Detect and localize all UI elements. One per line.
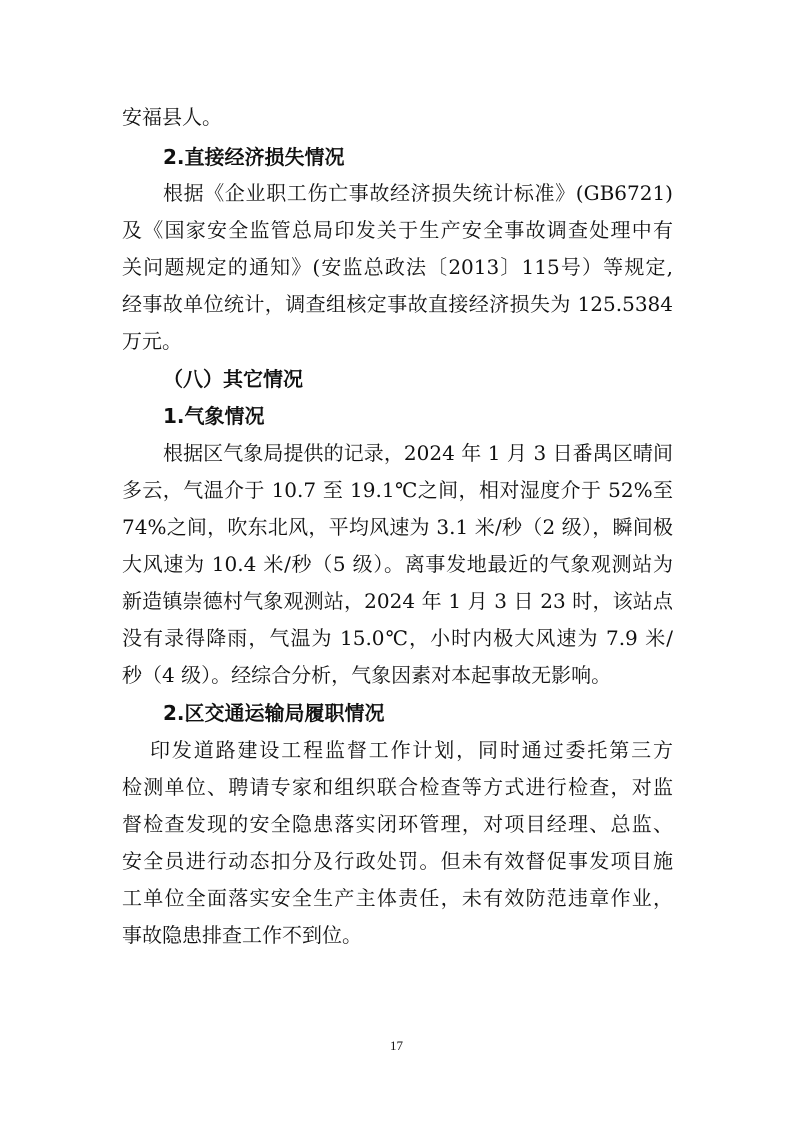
paragraph-line: 安福县人。	[122, 105, 222, 129]
paragraph-line: 没有录得降雨，气温为 15.0℃，小时内极大风速为 7.9 米/	[122, 626, 673, 650]
paragraph-line: 工单位全面落实安全生产主体责任，未有效防范违章作业，	[122, 886, 673, 910]
paragraph-line: 安全员进行动态扣分及行政处罚。但未有效督促事发项目施	[122, 849, 673, 873]
paragraph-line: 秒（4 级）。经综合分析，气象因素对本起事故无影响。	[122, 663, 612, 687]
paragraph-line: 检测单位、聘请专家和组织联合检查等方式进行检查，对监	[122, 775, 673, 799]
paragraph-line: 大风速为 10.4 米/秒（5 级）。离事发地最近的气象观测站为	[122, 552, 673, 576]
section-heading-other: （八）其它情况	[163, 367, 303, 391]
paragraph-line: 督检查发现的安全隐患落实闭环管理，对项目经理、总监、	[122, 812, 673, 836]
paragraph-line: 万元。	[122, 329, 182, 353]
section-heading-weather: 1.气象情况	[163, 404, 265, 428]
paragraph-line: 74%之间，吹东北风，平均风速为 3.1 米/秒（2 级），瞬间极	[122, 515, 673, 539]
paragraph-line: 关问题规定的通知》(安监总政法〔2013〕115号）等规定,	[122, 255, 673, 279]
paragraph-line: 经事故单位统计，调查组核定事故直接经济损失为 125.5384	[122, 292, 673, 316]
paragraph-line: 及《国家安全监管总局印发关于生产安全事故调查处理中有	[122, 218, 673, 242]
paragraph-line: 根据《企业职工伤亡事故经济损失统计标准》(GB6721)	[163, 181, 673, 205]
paragraph-line: 新造镇崇德村气象观测站，2024 年 1 月 3 日 23 时，该站点	[122, 589, 673, 613]
paragraph-line: 多云，气温介于 10.7 至 19.1℃之间，相对湿度介于 52%至	[122, 478, 673, 502]
paragraph-line: 事故隐患排查工作不到位。	[122, 923, 362, 947]
section-heading-economic-loss: 2.直接经济损失情况	[163, 145, 345, 169]
section-heading-transport: 2.区交通运输局履职情况	[163, 701, 385, 725]
page-number: 17	[390, 1038, 403, 1053]
paragraph-line: 根据区气象局提供的记录，2024 年 1 月 3 日番禺区晴间	[163, 441, 673, 465]
paragraph-line: 印发道路建设工程监督工作计划，同时通过委托第三方	[150, 738, 673, 762]
